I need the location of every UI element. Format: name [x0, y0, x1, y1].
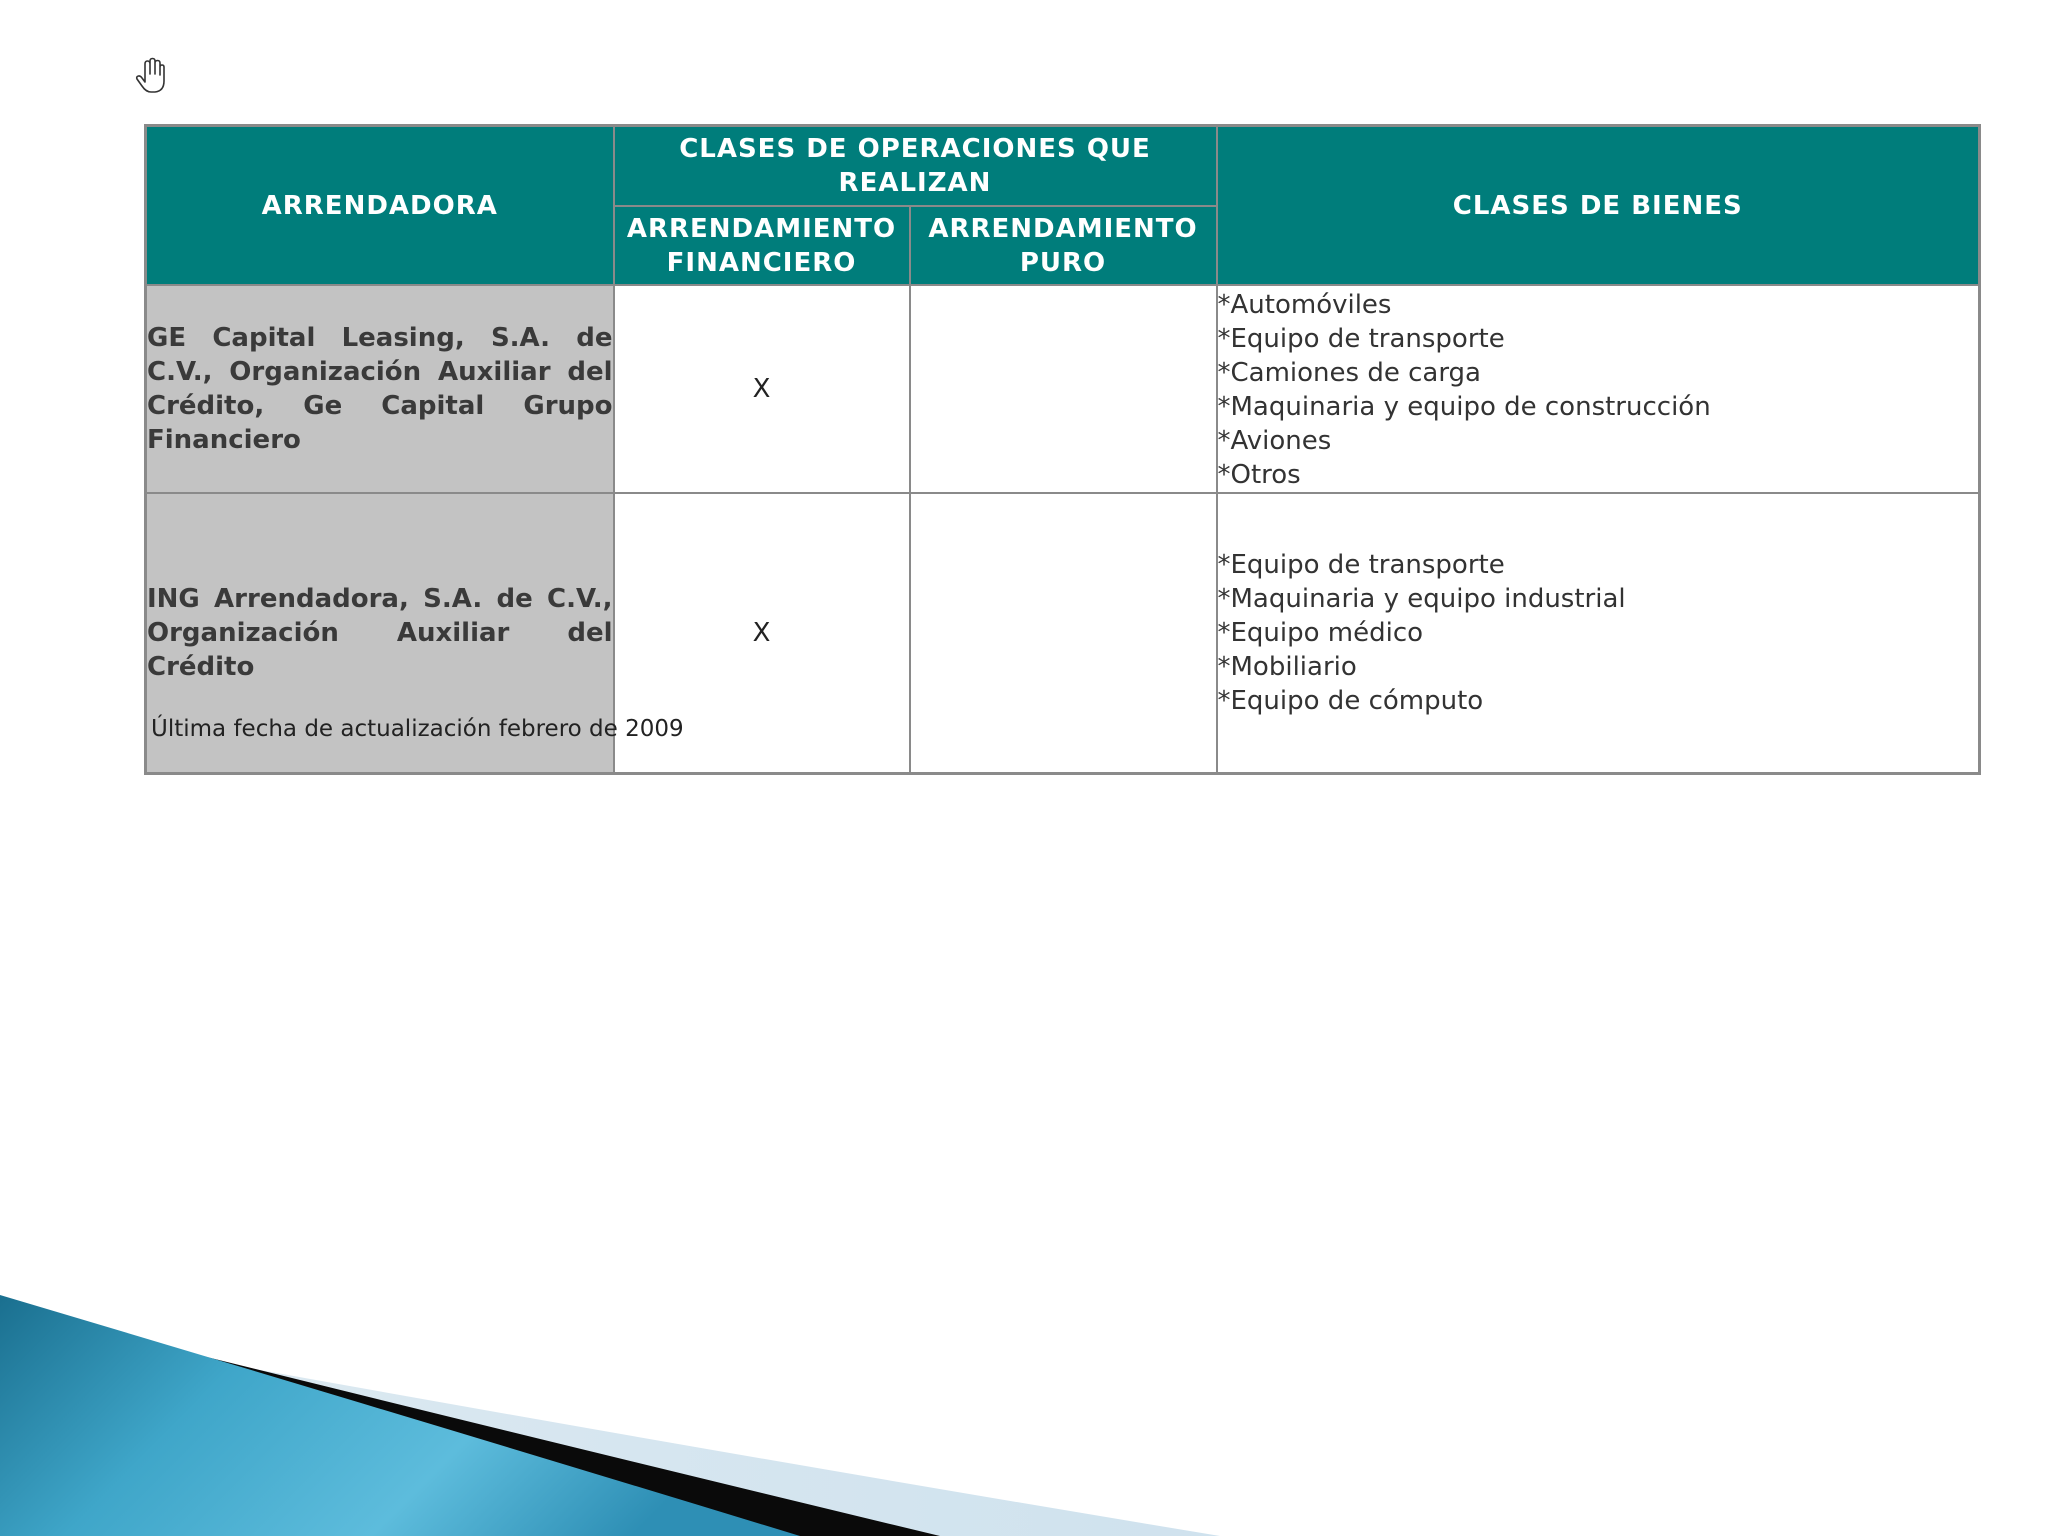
goods-cell — [1217, 493, 1980, 774]
company-cell: GE Capital Leasing, S.A. de C.V., Organización Auxiliar del Crédito, Ge Capital Grupo Financiero — [146, 285, 614, 493]
update-footnote: Última fecha de actualización febrero de 2009 — [151, 716, 684, 742]
financiero-mark: X — [614, 493, 910, 774]
goods-item: *Maquinaria y equipo industrial — [1217, 584, 1626, 614]
goods-item: *Maquinaria y equipo de construcción — [1217, 392, 1711, 422]
goods-item: *Aviones — [1217, 426, 1332, 456]
wave-blue-band — [0, 1295, 800, 1536]
goods-item: *Equipo médico — [1217, 618, 1424, 648]
goods-item: *Equipo de cómputo — [1217, 686, 1484, 716]
goods-item: *Equipo de transporte — [1217, 550, 1505, 580]
puro-mark — [910, 493, 1217, 774]
leasing-table-container — [144, 124, 1978, 775]
table-row — [146, 285, 1980, 493]
leasing-table — [144, 124, 1981, 775]
goods-item: *Automóviles — [1217, 290, 1392, 320]
goods-item: *Camiones de carga — [1217, 358, 1481, 388]
header-arrendamiento-financiero: ARRENDAMIENTO FINANCIERO — [614, 206, 910, 285]
hand-cursor-icon — [131, 56, 171, 96]
header-clases-bienes: CLASES DE BIENES — [1217, 126, 1980, 286]
header-arrendamiento-puro: ARRENDAMIENTO PURO — [910, 206, 1217, 285]
goods-item: *Mobiliario — [1217, 652, 1357, 682]
goods-cell — [1217, 285, 1980, 493]
goods-item: *Otros — [1217, 460, 1301, 490]
puro-mark — [910, 285, 1217, 493]
financiero-mark: X — [614, 285, 910, 493]
goods-item: *Equipo de transporte — [1217, 324, 1505, 354]
header-operaciones: CLASES DE OPERACIONES QUE REALIZAN — [614, 126, 1217, 207]
header-arrendadora: ARRENDADORA — [146, 126, 614, 286]
company-cell: ING Arrendadora, S.A. de C.V., Organización Auxiliar del Crédito — [146, 493, 614, 774]
